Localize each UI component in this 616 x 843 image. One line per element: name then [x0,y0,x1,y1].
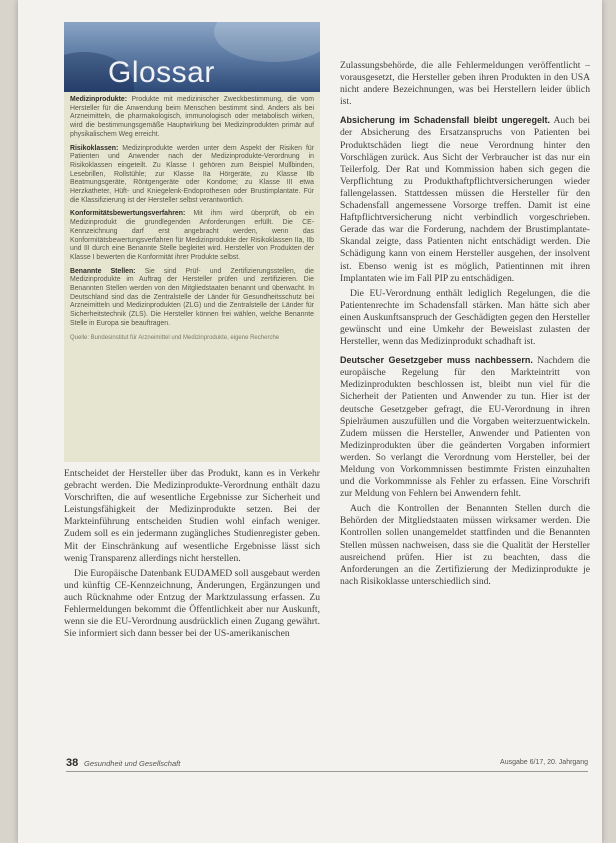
paragraph-text: Zulassungsbehörde, die alle Fehlermeldungen veröffentlicht – vorausgesetzt, die Hersteller geben ihren Produkten in den USA nicht andere Bezeichnungen, was bei Herstellern leider üblich ist. [340,60,590,108]
page-footer [66,757,588,773]
banner-decoration [214,22,320,62]
glossary-title: Glossar [108,56,215,89]
glossary-source: Quelle: Bundesinstitut für Arzneimittel und Medizinprodukte, eigene Recherche [70,334,280,341]
glossary-entry [70,268,314,329]
glossary-definition: Produkte mit medizinischer Zweckbestimmung, die vom Hersteller für die Anwendung beim Menschen bestimmt sind. Anders als bei Arzneimitteln, die pharmakologisch, immunologisch oder metabolisch wirken, wird die bestimmungsgemäße Hauptwirkung bei Medizinprodukten primär auf physikalischem Weg erreicht. [70,96,314,138]
paragraph [340,503,590,588]
glossary-definition: Medizinprodukte werden unter dem Aspekt der Risiken für Patienten und Anwender nach der Medizinprodukte-Verordnung in Risikoklassen eingeteilt. Zu Klasse I gehören zum Beispiel Mullbinden, Lesebrillen, Rollstühle; zur Klasse IIa Hörgeräte, zu Klasse IIb Beatmungsgeräte, Röntgengeräte oder Kondome; zu Klasse III etwa Herzkatheter, Hüft- und Kniegelenk-Endoprothesen oder Brustimplantate. Für die Klassifizierung ist der Hersteller selbst verantwortlich. [70,144,314,204]
glossary-box [64,22,320,462]
footer-section: Gesundheit und Gesellschaft [84,759,181,768]
footer-issue: Ausgabe 6/17, 20. Jahrgang [500,759,588,766]
paragraph: Die Europäische Datenbank EUDAMED soll ausgebaut werden und künftig CE-Kennzeichnung, Änderungen, Ergänzungen und auch Rücknahme oder Entzug der Marktzulassung erfassen. Zu Fehlermeldungen bekommt die Öffentlichkeit aber nur Auskunft, wenn sie die EU-Verordnung ausdrücklich einen Zugang gewährt. Sie informiert sich dann besser bei der US-amerikanischen [64,567,320,640]
paragraph [340,60,590,108]
glossary-term: Risikoklassen: [70,144,119,152]
paragraph-text: Auch bei der Absicherung des Ersatzanspruchs von Patienten bei Produktschäden liegt die neue Verordnung hinter den Vorschlägen zurück. Aus Sicht der Verbraucher ist das nur ein Teilerfolg. Der Rat und Kommission haben sich gegen die Verpflichtung zu Produkthaftpflichtversicherungen wieder fallengelassen. Stattdessen müssen die Hersteller für den Schadensfall angemessene Vorsorge treffen. Damit ist eine Haftpflichtversicherung nicht verbindlich vorgeschrieben. Gerade das war die Forderung, nachdem der Brustimplantate-Skandal zeigte, dass Patienten nicht entschädigt werden. Die Schädigung kann von einem Hersteller ausgehen, der insolvent ist. Ebenso wenig ist es möglich, Patientinnen mit ihren Implantaten wie im Fall PIP zu entschädigen. [340,115,590,284]
subheading: Deutscher Gesetzgeber muss nachbessern. [340,355,533,366]
glossary-entry [70,96,314,140]
glossary-body [70,96,314,342]
glossary-term: Konformitätsbewertungsverfahren: [70,210,186,218]
glossary-banner [64,22,320,92]
subheading: Absicherung im Schadensfall bleibt ungeregelt. [340,115,550,126]
glossary-definition: Mit ihm wird überprüft, ob ein Medizinprodukt die grundlegenden Anforderungen erfüllt. Die CE-Kennzeichnung darf erst angebracht werden, wenn das Konformitätsbewertungsverfahren für Medizinprodukte der Risikoklassen IIa, IIb und III durch eine Benannte Stelle begleitet wird. Hersteller von Produkten der Klasse I bewerten die Konformität ihrer Produkte selbst. [70,210,314,261]
right-text-column [340,60,590,591]
paragraph [340,114,590,284]
paragraph-text: Auch die Kontrollen der Benannten Stellen durch die Behörden der Mitgliedstaaten müssen wirksamer werden. Die Kontrollen sollen unangemeldet stattfinden und die Benannten Stellen müssen nachweisen, dass sie die Qualität der Hersteller ausreichend prüfen. Hier ist zu beachten, dass die Anforderungen an die Zertifizierung der Medizinprodukte je nach Risikoklasse unterschiedlich sind. [340,503,590,587]
paragraph [340,354,590,500]
paragraph-text: Die EU-Verordnung enthält lediglich Regelungen, die die Patientenrechte im Schadensfall stärken. Man hätte sich aber einen Auskunftsanspruch der Geschädigten gegen den Hersteller gewünscht und eine Umkehr der Beweislast zulasten der Hersteller, wenn das Medizinprodukt schadhaft ist. [340,287,590,348]
glossary-entry [70,210,314,262]
glossary-definition: Sie sind Prüf- und Zertifizierungsstellen, die Medizinprodukte im Auftrag der Hersteller prüfen und zertifizieren. Die Benannten Stellen werden von den Mitgliedstaaten benannt und überwacht. In Deutschland sind das die Zentralstelle der Länder für Gesundheitsschutz bei Arzneimitteln und Medizinprodukten (ZLG) und die Zentralstelle der Länder für Sicherheitstechnik (ZLS). Die Hersteller können frei wählen, welche Benannte Stelle in Europa sie beauftragen. [70,267,314,327]
glossary-term: Medizinprodukte: [70,96,128,103]
paragraph [340,288,590,348]
paragraph-text: Nachdem die europäische Regelung für den Markteintritt von Medizinprodukten beschlossen ist, bleibt nun viel für die Sicherheit der Patienten und Anwender zu tun. Hier ist der deutsche Gesetzgeber gefragt, die EU-Verordnung in ihren Spielräumen auszufüllen und die Vorgaben weiterzuentwickeln. Zudem müssen die Hersteller, Anwender und Patienten von Medizinprodukten über die geänderten Vorgaben informiert werden. So verlangt die Verordnung vom Hersteller, bei der Meldung von Vorkommnissen bestimmte Fristen einzuhalten und die Vorkommnisse als Fehler zu erfassen. Eine Vorschrift zur Meldung von Fehlern bei Anwendern fehlt. [340,355,590,500]
magazine-page [18,0,602,843]
glossary-term: Benannte Stellen: [70,267,136,275]
footer-rule [66,771,588,772]
paragraph: Entscheidet der Hersteller über das Produkt, kann es in Verkehr gebracht werden. Die Medizinprodukte-Verordnung enthält dazu Vorschriften, die auf wesentliche Ergebnisse zur Sicherheit und Leistungsfähigkeit der Medizinprodukte setzen. Bei der Markteinführung entscheiden Studien wohl einfach weniger. Zudem soll es ein jedermann zugängliches Studienregister geben. Mit der Einschränkung auf wesentliche Ergebnisse lässt sich wenig Transparenz allerdings nicht herstellen. [64,468,320,564]
left-text-column [64,468,320,643]
glossary-entry [70,145,314,206]
page-number: 38 [66,757,79,769]
